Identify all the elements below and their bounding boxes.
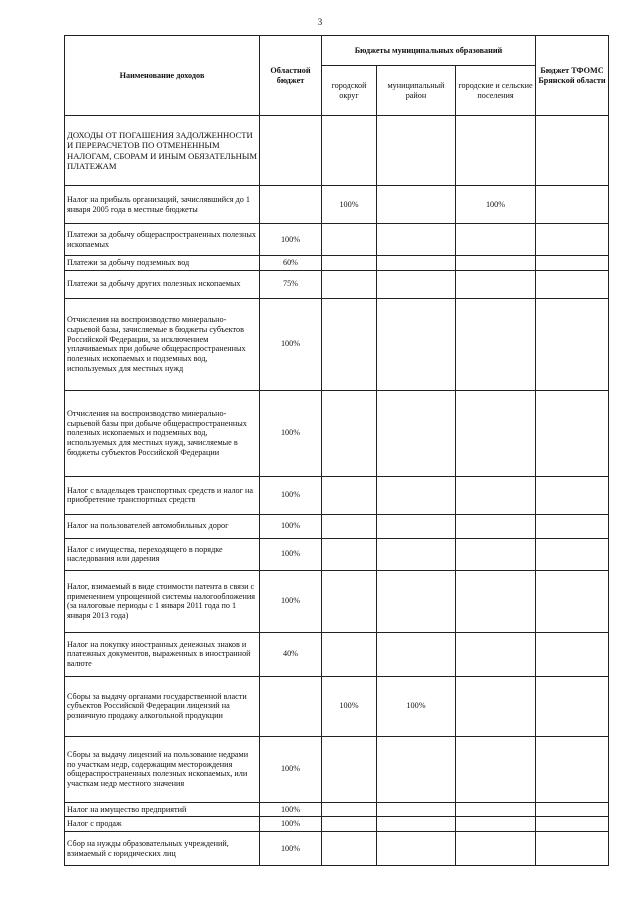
city-district-share-cell <box>322 736 377 802</box>
tfoms-share-cell <box>536 570 609 632</box>
regional-share-cell: 100% <box>260 832 322 866</box>
settlements-share-cell: 100% <box>456 186 536 224</box>
city-district-share-cell <box>322 390 377 476</box>
revenue-name-cell: Налог, взимаемый в виде стоимости патента в связи с применением упрощенной системы налогообложения (за налоговые периоды с 1 января 2011 года по 1 января 2013 года) <box>65 570 260 632</box>
municipal-district-share-cell: 100% <box>377 676 456 736</box>
city-district-share-cell <box>322 538 377 570</box>
table-row <box>65 676 609 736</box>
revenue-name-cell: Налог на покупку иностранных денежных знаков и платежных документов, выраженных в иностранной валюте <box>65 632 260 676</box>
table-row <box>65 224 609 256</box>
regional-share-cell: 40% <box>260 632 322 676</box>
tfoms-share-cell <box>536 676 609 736</box>
settlements-share-cell <box>456 676 536 736</box>
table-row <box>65 270 609 298</box>
header-regional-budget: Областной бюджет <box>260 36 322 116</box>
regional-share-cell: 100% <box>260 817 322 832</box>
regional-share-cell: 60% <box>260 256 322 271</box>
tfoms-share-cell <box>536 832 609 866</box>
revenue-name-cell: Налог на имущество предприятий <box>65 802 260 817</box>
settlements-share-cell <box>456 570 536 632</box>
revenue-name-cell: Платежи за добычу общераспространенных полезных ископаемых <box>65 224 260 256</box>
tfoms-share-cell <box>536 186 609 224</box>
revenue-name-cell: Налог с владельцев транспортных средств и налог на приобретение транспортных средств <box>65 476 260 514</box>
city-district-share-cell <box>322 632 377 676</box>
municipal-district-share-cell <box>377 390 456 476</box>
table-row <box>65 817 609 832</box>
settlements-share-cell <box>456 514 536 538</box>
header-settlements: городские и сельские поселения <box>456 66 536 116</box>
revenue-name-cell: Сборы за выдачу лицензий на пользование недрами по участкам недр, содержащим месторождения общераспространенных полезных ископаемых, или участкам недр местного значения <box>65 736 260 802</box>
regional-share-cell: 100% <box>260 390 322 476</box>
regional-share-cell: 100% <box>260 298 322 390</box>
tfoms-share-cell <box>536 390 609 476</box>
tfoms-share-cell <box>536 256 609 271</box>
settlements-share-cell <box>456 817 536 832</box>
page-number: 3 <box>317 17 323 27</box>
city-district-share-cell <box>322 256 377 271</box>
regional-share-cell: 100% <box>260 514 322 538</box>
revenue-name-cell: Сборы за выдачу органами государственной власти субъектов Российской Федерации лицензий на розничную продажу алкогольной продукции <box>65 676 260 736</box>
revenue-name-cell: Налог с продаж <box>65 817 260 832</box>
municipal-district-share-cell <box>377 270 456 298</box>
tfoms-share-cell <box>536 736 609 802</box>
table-row <box>65 632 609 676</box>
tfoms-share-cell <box>536 224 609 256</box>
revenue-name-cell: Налог с имущества, переходящего в порядке наследования или дарения <box>65 538 260 570</box>
settlements-share-cell <box>456 476 536 514</box>
city-district-share-cell <box>322 224 377 256</box>
municipal-district-share-cell <box>377 832 456 866</box>
tfoms-share-cell <box>536 632 609 676</box>
city-district-share-cell: 100% <box>322 186 377 224</box>
regional-share-cell: 100% <box>260 570 322 632</box>
header-tfoms-budget: Бюджет ТФОМС Брянской области <box>536 36 609 116</box>
settlements-share-cell <box>456 632 536 676</box>
table-row <box>65 570 609 632</box>
municipal-district-share-cell <box>377 632 456 676</box>
table-row <box>65 256 609 271</box>
table-row <box>65 514 609 538</box>
settlements-share-cell <box>456 390 536 476</box>
revenue-name-cell: Сбор на нужды образовательных учреждений, взимаемый с юридических лиц <box>65 832 260 866</box>
city-district-share-cell <box>322 270 377 298</box>
municipal-district-share-cell <box>377 186 456 224</box>
municipal-district-share-cell <box>377 514 456 538</box>
revenue-name-cell: Налог на пользователей автомобильных дорог <box>65 514 260 538</box>
tfoms-share-cell <box>536 298 609 390</box>
settlements-share-cell <box>456 538 536 570</box>
revenue-distribution-table <box>64 35 609 866</box>
settlements-share-cell <box>456 256 536 271</box>
municipal-district-share-cell <box>377 476 456 514</box>
tfoms-share-cell <box>536 476 609 514</box>
regional-share-cell: 100% <box>260 476 322 514</box>
table-row <box>65 802 609 817</box>
settlements-share-cell <box>456 270 536 298</box>
city-district-share-cell <box>322 514 377 538</box>
municipal-district-share-cell <box>377 256 456 271</box>
revenue-name-cell: Отчисления на воспроизводство минерально-сырьевой базы, зачисляемые в бюджеты субъектов Российской Федерации, за исключением уплачиваемых при добыче общераспространенных полезных ископаемых и подземных вод, используемых для местных нужд <box>65 298 260 390</box>
regional-share-cell <box>260 186 322 224</box>
header-city-district: городской округ <box>322 66 377 116</box>
table-row <box>65 476 609 514</box>
settlements-share-cell <box>456 802 536 817</box>
city-district-share-cell <box>322 476 377 514</box>
regional-share-cell: 100% <box>260 538 322 570</box>
revenue-name-cell: Налог на прибыль организаций, зачислявшийся до 1 января 2005 года в местные бюджеты <box>65 186 260 224</box>
tfoms-share-cell <box>536 514 609 538</box>
table-row <box>65 832 609 866</box>
city-district-share-cell: 100% <box>322 676 377 736</box>
revenue-name-cell: Платежи за добычу других полезных ископаемых <box>65 270 260 298</box>
municipal-district-share-cell <box>377 298 456 390</box>
revenue-name-cell: Отчисления на воспроизводство минерально-сырьевой базы при добыче общераспространенных полезных ископаемых и подземных вод, используемых для местных нужд, зачисляемые в бюджеты субъектов Российской Федерации <box>65 390 260 476</box>
city-district-share-cell <box>322 570 377 632</box>
settlements-share-cell <box>456 832 536 866</box>
tfoms-share-cell <box>536 817 609 832</box>
revenue-name-cell: Платежи за добычу подземных вод <box>65 256 260 271</box>
city-district-share-cell <box>322 802 377 817</box>
municipal-district-share-cell <box>377 224 456 256</box>
header-revenue-name: Наименование доходов <box>65 36 260 116</box>
settlements-share-cell <box>456 736 536 802</box>
city-district-share-cell <box>322 817 377 832</box>
municipal-district-share-cell <box>377 538 456 570</box>
table-row <box>65 736 609 802</box>
regional-share-cell: 100% <box>260 802 322 817</box>
tfoms-share-cell <box>536 538 609 570</box>
tfoms-share-cell <box>536 270 609 298</box>
table-row <box>65 390 609 476</box>
section-title: ДОХОДЫ ОТ ПОГАШЕНИЯ ЗАДОЛЖЕННОСТИ И ПЕРЕРАСЧЕТОВ ПО ОТМЕНЕННЫМ НАЛОГАМ, СБОРАМ И ИНЫМ ОБЯЗАТЕЛЬНЫМ ПЛАТЕЖАМ <box>65 116 260 186</box>
regional-share-cell: 100% <box>260 224 322 256</box>
regional-share-cell: 75% <box>260 270 322 298</box>
municipal-district-share-cell <box>377 802 456 817</box>
table-row <box>65 186 609 224</box>
city-district-share-cell <box>322 832 377 866</box>
table-row <box>65 538 609 570</box>
tfoms-share-cell <box>536 802 609 817</box>
settlements-share-cell <box>456 298 536 390</box>
municipal-district-share-cell <box>377 570 456 632</box>
city-district-share-cell <box>322 298 377 390</box>
regional-share-cell: 100% <box>260 736 322 802</box>
municipal-district-share-cell <box>377 817 456 832</box>
regional-share-cell <box>260 676 322 736</box>
header-municipal-district: муниципальный район <box>377 66 456 116</box>
table-row <box>65 298 609 390</box>
header-municipal-budgets: Бюджеты муниципальных образований <box>322 36 536 66</box>
settlements-share-cell <box>456 224 536 256</box>
municipal-district-share-cell <box>377 736 456 802</box>
